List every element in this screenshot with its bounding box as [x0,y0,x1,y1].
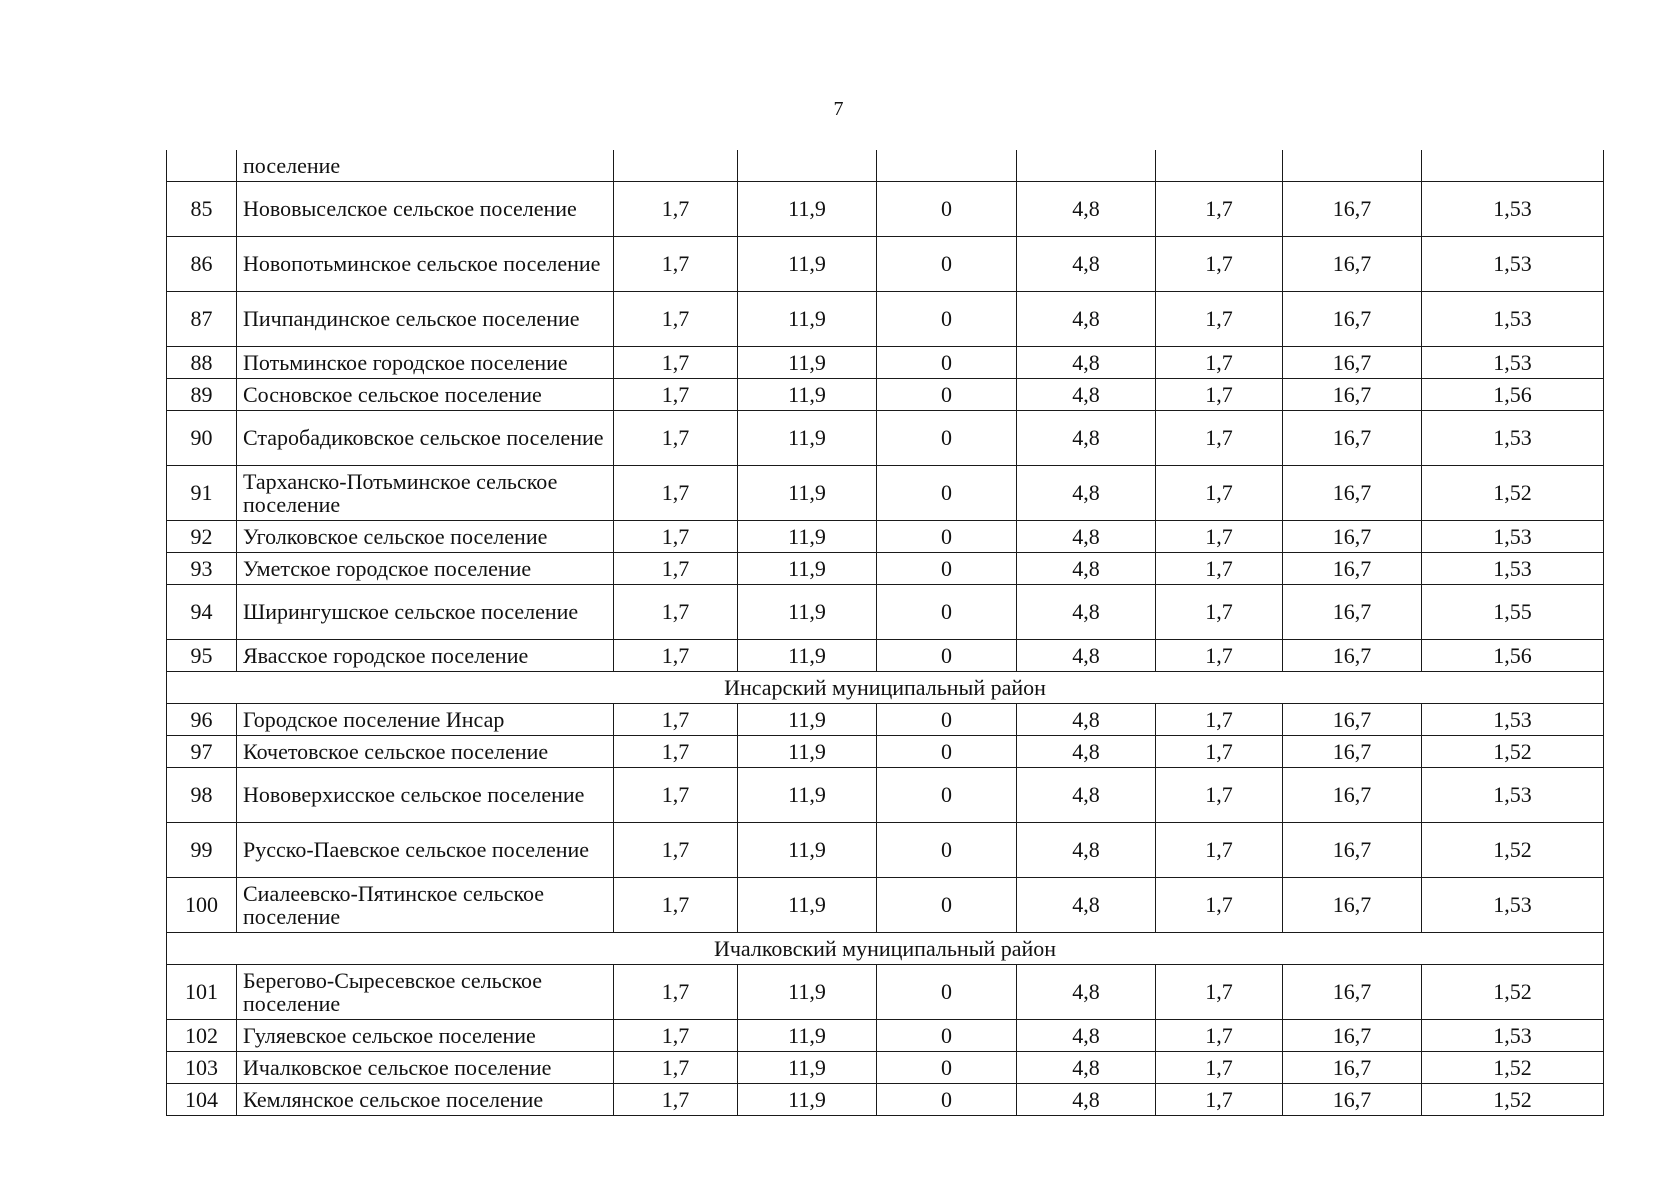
value-cell: 1,7 [1156,379,1283,411]
table-row [167,466,1604,521]
row-number-cell: 100 [167,878,237,933]
value-cell: 0 [877,347,1017,379]
value-cell: 1,7 [614,965,738,1020]
value-cell: 0 [877,1084,1017,1116]
value-cell: 1,52 [1422,466,1604,521]
table-row [167,237,1604,292]
value-cell: 1,56 [1422,640,1604,672]
value-cell: 1,7 [1156,237,1283,292]
value-cell: 1,52 [1422,1052,1604,1084]
table-row [167,704,1604,736]
value-cell: 4,8 [1017,585,1156,640]
value-cell: 16,7 [1283,878,1422,933]
value-cell: 1,7 [1156,878,1283,933]
value-cell: 1,52 [1422,1084,1604,1116]
value-cell: 11,9 [738,1020,877,1052]
value-cell: 1,7 [614,466,738,521]
settlement-name-cell: Уголковское сельское поселение [237,521,614,553]
settlement-name-cell: Пичпандинское сельское поселение [237,292,614,347]
value-cell: 1,7 [1156,182,1283,237]
settlement-name-cell: Кемлянское сельское поселение [237,1084,614,1116]
value-cell: 11,9 [738,347,877,379]
value-cell: 4,8 [1017,237,1156,292]
table-row [167,768,1604,823]
value-cell: 1,7 [614,823,738,878]
table-row [167,640,1604,672]
row-number-cell: 86 [167,237,237,292]
value-cell: 16,7 [1283,379,1422,411]
settlement-name-cell: Городское поселение Инсар [237,704,614,736]
value-cell [1017,150,1156,182]
value-cell: 1,7 [1156,1052,1283,1084]
value-cell: 11,9 [738,466,877,521]
district-header-row [167,933,1604,965]
row-number-cell: 85 [167,182,237,237]
row-number-cell: 91 [167,466,237,521]
settlement-name-cell: Ширингушское сельское поселение [237,585,614,640]
table-row [167,347,1604,379]
settlement-name-cell: Потьминское городское поселение [237,347,614,379]
district-name: Ичалковский муниципальный район [167,933,1604,965]
settlement-name-cell: Сиалеевско-Пятинское сельское поселение [237,878,614,933]
value-cell: 1,7 [614,237,738,292]
value-cell: 1,7 [614,1084,738,1116]
settlement-name-cell: Гуляевское сельское поселение [237,1020,614,1052]
value-cell: 0 [877,411,1017,466]
value-cell: 4,8 [1017,736,1156,768]
value-cell: 1,7 [1156,585,1283,640]
value-cell: 1,7 [1156,965,1283,1020]
row-number-cell: 99 [167,823,237,878]
value-cell: 0 [877,292,1017,347]
value-cell: 16,7 [1283,768,1422,823]
value-cell [1283,150,1422,182]
value-cell: 1,7 [614,1052,738,1084]
value-cell: 0 [877,521,1017,553]
value-cell: 1,7 [1156,1084,1283,1116]
value-cell: 1,53 [1422,878,1604,933]
value-cell: 16,7 [1283,585,1422,640]
table-row [167,411,1604,466]
value-cell: 1,7 [614,878,738,933]
value-cell: 1,7 [1156,466,1283,521]
value-cell: 1,53 [1422,1020,1604,1052]
value-cell: 16,7 [1283,1084,1422,1116]
table-row [167,379,1604,411]
table-row [167,1020,1604,1052]
value-cell: 1,7 [614,292,738,347]
table-row [167,553,1604,585]
value-cell: 1,7 [1156,292,1283,347]
table-row [167,1084,1604,1116]
value-cell: 1,7 [1156,704,1283,736]
value-cell: 11,9 [738,965,877,1020]
settlement-name-cell: Явасское городское поселение [237,640,614,672]
settlement-name-cell: Ичалковское сельское поселение [237,1052,614,1084]
value-cell: 16,7 [1283,347,1422,379]
value-cell: 4,8 [1017,1052,1156,1084]
value-cell: 0 [877,736,1017,768]
value-cell: 1,52 [1422,823,1604,878]
table-row [167,823,1604,878]
row-number-cell: 95 [167,640,237,672]
value-cell: 4,8 [1017,640,1156,672]
table-row [167,292,1604,347]
row-number-cell: 101 [167,965,237,1020]
value-cell [1422,150,1604,182]
settlement-name-cell: Берегово-Сыресевское сельское поселение [237,965,614,1020]
row-number-cell: 92 [167,521,237,553]
value-cell: 11,9 [738,640,877,672]
value-cell: 11,9 [738,585,877,640]
value-cell: 4,8 [1017,1084,1156,1116]
value-cell: 1,7 [614,704,738,736]
value-cell: 4,8 [1017,823,1156,878]
settlement-name-cell: Уметское городское поселение [237,553,614,585]
value-cell: 16,7 [1283,1052,1422,1084]
value-cell: 0 [877,704,1017,736]
value-cell [1156,150,1283,182]
row-number-cell: 94 [167,585,237,640]
data-table [166,150,1604,1116]
value-cell: 11,9 [738,1052,877,1084]
value-cell: 16,7 [1283,521,1422,553]
value-cell: 0 [877,878,1017,933]
value-cell: 11,9 [738,1084,877,1116]
value-cell: 1,7 [1156,411,1283,466]
row-number-cell: 97 [167,736,237,768]
value-cell: 4,8 [1017,553,1156,585]
value-cell: 1,53 [1422,182,1604,237]
value-cell: 1,53 [1422,768,1604,823]
row-number-cell: 90 [167,411,237,466]
value-cell: 16,7 [1283,965,1422,1020]
value-cell: 1,53 [1422,237,1604,292]
value-cell: 1,7 [614,521,738,553]
value-cell: 16,7 [1283,553,1422,585]
value-cell: 0 [877,585,1017,640]
row-number-cell [167,150,237,182]
table-row [167,521,1604,553]
value-cell: 4,8 [1017,292,1156,347]
value-cell: 1,7 [1156,1020,1283,1052]
value-cell: 4,8 [1017,182,1156,237]
value-cell: 1,7 [1156,640,1283,672]
value-cell: 1,7 [614,736,738,768]
value-cell: 1,53 [1422,521,1604,553]
table-row [167,878,1604,933]
value-cell: 1,55 [1422,585,1604,640]
row-number-cell: 87 [167,292,237,347]
value-cell: 11,9 [738,521,877,553]
value-cell: 0 [877,182,1017,237]
value-cell: 16,7 [1283,640,1422,672]
continuation-row [167,150,1604,182]
value-cell: 11,9 [738,553,877,585]
value-cell: 1,56 [1422,379,1604,411]
value-cell [877,150,1017,182]
value-cell: 0 [877,466,1017,521]
value-cell: 11,9 [738,292,877,347]
value-cell: 0 [877,965,1017,1020]
value-cell: 0 [877,640,1017,672]
value-cell [738,150,877,182]
value-cell: 11,9 [738,237,877,292]
value-cell: 11,9 [738,823,877,878]
value-cell: 4,8 [1017,878,1156,933]
value-cell: 11,9 [738,704,877,736]
value-cell: 1,53 [1422,411,1604,466]
row-number-cell: 88 [167,347,237,379]
value-cell: 1,7 [614,379,738,411]
value-cell: 4,8 [1017,379,1156,411]
settlement-name-cell: Русско-Паевское сельское поселение [237,823,614,878]
value-cell: 0 [877,237,1017,292]
row-number-cell: 96 [167,704,237,736]
row-number-cell: 89 [167,379,237,411]
value-cell: 1,7 [614,553,738,585]
value-cell: 4,8 [1017,466,1156,521]
value-cell: 4,8 [1017,768,1156,823]
value-cell: 11,9 [738,736,877,768]
value-cell: 1,53 [1422,704,1604,736]
value-cell: 1,7 [614,411,738,466]
value-cell: 0 [877,768,1017,823]
value-cell: 0 [877,553,1017,585]
page-number: 7 [833,98,844,120]
value-cell: 1,7 [1156,521,1283,553]
row-number-cell: 98 [167,768,237,823]
value-cell: 11,9 [738,379,877,411]
value-cell: 1,7 [614,1020,738,1052]
settlement-name-cell: поселение [237,150,614,182]
value-cell: 1,7 [614,182,738,237]
value-cell: 1,52 [1422,965,1604,1020]
table-row [167,1052,1604,1084]
district-name: Инсарский муниципальный район [167,672,1604,704]
value-cell: 11,9 [738,878,877,933]
value-cell: 1,52 [1422,736,1604,768]
settlement-name-cell: Нововыселское сельское поселение [237,182,614,237]
row-number-cell: 104 [167,1084,237,1116]
settlement-name-cell: Нововерхисское сельское поселение [237,768,614,823]
value-cell: 1,7 [1156,823,1283,878]
value-cell: 16,7 [1283,823,1422,878]
value-cell: 16,7 [1283,1020,1422,1052]
value-cell: 11,9 [738,182,877,237]
value-cell: 16,7 [1283,466,1422,521]
row-number-cell: 102 [167,1020,237,1052]
value-cell: 16,7 [1283,182,1422,237]
settlement-name-cell: Новопотьминское сельское поселение [237,237,614,292]
table-body [167,150,1604,1116]
value-cell: 4,8 [1017,965,1156,1020]
value-cell: 4,8 [1017,347,1156,379]
value-cell: 0 [877,823,1017,878]
table-row [167,182,1604,237]
settlement-name-cell: Сосновское сельское поселение [237,379,614,411]
district-header-row [167,672,1604,704]
value-cell: 1,7 [1156,768,1283,823]
value-cell: 1,53 [1422,292,1604,347]
value-cell: 0 [877,379,1017,411]
settlement-name-cell: Старобадиковское сельское поселение [237,411,614,466]
value-cell: 0 [877,1020,1017,1052]
value-cell: 1,7 [614,347,738,379]
value-cell: 4,8 [1017,1020,1156,1052]
value-cell: 1,7 [1156,347,1283,379]
value-cell: 4,8 [1017,411,1156,466]
value-cell: 1,7 [1156,736,1283,768]
value-cell: 4,8 [1017,521,1156,553]
settlement-name-cell: Тарханско-Потьминское сельское поселение [237,466,614,521]
value-cell: 16,7 [1283,237,1422,292]
value-cell: 1,7 [614,768,738,823]
value-cell: 11,9 [738,411,877,466]
table-row [167,585,1604,640]
value-cell: 1,7 [614,640,738,672]
value-cell: 0 [877,1052,1017,1084]
table-row [167,965,1604,1020]
value-cell: 1,53 [1422,553,1604,585]
row-number-cell: 103 [167,1052,237,1084]
value-cell: 16,7 [1283,704,1422,736]
value-cell: 16,7 [1283,292,1422,347]
value-cell [614,150,738,182]
row-number-cell: 93 [167,553,237,585]
value-cell: 11,9 [738,768,877,823]
value-cell: 1,53 [1422,347,1604,379]
settlement-name-cell: Кочетовское сельское поселение [237,736,614,768]
value-cell: 16,7 [1283,411,1422,466]
value-cell: 1,7 [614,585,738,640]
value-cell: 16,7 [1283,736,1422,768]
value-cell: 1,7 [1156,553,1283,585]
table-row [167,736,1604,768]
value-cell: 4,8 [1017,704,1156,736]
